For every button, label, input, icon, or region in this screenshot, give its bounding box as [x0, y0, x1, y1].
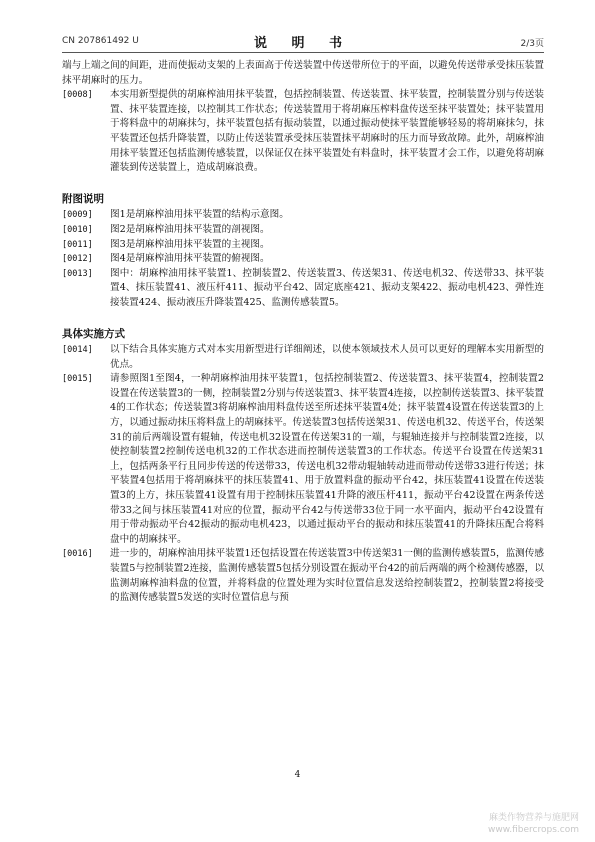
- paragraph-0016: [62, 547, 544, 605]
- document-body: [62, 59, 544, 606]
- section-heading-figures: 附图说明: [62, 192, 104, 205]
- paragraph-0012: [62, 252, 544, 267]
- paragraph-0011: [62, 238, 544, 253]
- paragraph-number: [0009]: [62, 210, 93, 221]
- patent-number: CN 207861492 U: [62, 36, 139, 46]
- paragraph-number: [0016]: [62, 549, 93, 560]
- paragraph-text: 图1是胡麻榨油用抹平装置的结构示意图。: [110, 209, 289, 221]
- paragraph-text: 图4是胡麻榨油用抹平装置的俯视图。: [110, 253, 270, 265]
- watermark-title: 麻类作物营养与施肥网: [488, 813, 579, 823]
- paragraph-number: [0014]: [62, 345, 93, 356]
- paragraph-text: 请参照图1至图4，一种胡麻榨油用抹平装置1，包括控制装置2、传送装置3、抹平装置4，控制装置2设置在传送装置3的一侧，控制装置2分别与传送装置3、抹平装置4连接，以控制传送装置3、抹平装置4的工作状态；传送装置3将胡麻榨油用料盘传送至所述抹平装置4处；抹平装置4设置在传送装置3的上方，以通过振动抹压将料盘上的胡麻抹平。传送装置3包括传送架31、传送电机32、传送平台，传送架31的前后两端设置有辊轴，传送电机32设置在传送架31的一端，与辊轴连接并与控制装置2连接，以使控制装置2控制传送电机32的工作状态进而控制传送装置3的工作状态。传送平台设置在传送架31上，包括两条平行且同步传送的传送带33，传送电机32带动辊轴转动进而带动传送带33进行传送；抹平装置4包括用于将胡麻抹平的抹压装置41、用于放置料盘的振动平台42，抹压装置41设置在传送装置3的上方，抹压装置41设置有用于控制抹压装置41升降的液压杆411，振动平台42设置在两条传送带33之间与抹压装置41对应的位置，振动平台42与传送带33位于同一水平面内，振动平台42设置有用于带动振动平台42振动的振动电机423，以通过振动平台的振动和抹压装置41的升降抹压配合将料盘中的胡麻抹平。: [110, 373, 544, 545]
- paragraph-text: 本实用新型提供的胡麻榨油用抹平装置，包括控制装置、传送装置、抹平装置，控制装置分别与传送装置、抹平装置连接，以控制其工作状态；传送装置用于将胡麻压榨料盘传送至抹平装置处；抹平装置用于将料盘中的胡麻抹匀，抹平装置包括有振动装置，以通过振动使抹平装置能够轻易的将胡麻抹匀，抹平装置还包括升降装置，以防止传送装置承受抹压装置抹平胡麻时的压力而导致故障。此外，胡麻榨油用抹平装置还包括监测传感装置，以保证仅在抹平装置处有料盘时，抹平装置才会工作，以避免将胡麻灌装到传送装置上，造成胡麻浪费。: [110, 89, 544, 174]
- document-section-title: 说 明 书: [253, 36, 353, 51]
- header-divider: [62, 52, 544, 53]
- paragraph-text: 图2是胡麻榨油用抹平装置的剖视图。: [110, 223, 270, 235]
- paragraph-number: [0010]: [62, 224, 93, 235]
- paragraph-0013: [62, 267, 544, 311]
- paragraph-0010: [62, 223, 544, 238]
- watermark-url: www.fibercrops.com: [488, 825, 579, 835]
- continued-paragraph: 端与上端之间的间距，进而使振动支架的上表面高于传送装置中传送带所位于的平面，以避免传送带承受抹压装置抹平胡麻时的压力。: [62, 60, 544, 86]
- paragraph-0014: [62, 343, 544, 372]
- paragraph-number: [0012]: [62, 254, 93, 265]
- paragraph-number: [0008]: [62, 90, 93, 101]
- paragraph-0015: [62, 372, 544, 547]
- watermark: [488, 812, 579, 836]
- paragraph-number: [0013]: [62, 268, 93, 279]
- paragraph-number: [0011]: [62, 239, 93, 250]
- paragraph-text: 进一步的，胡麻榨油用抹平装置1还包括设置在传送装置3中传送架31一侧的监测传感装置5，监测传感装置5与控制装置2连接，监测传感装置5包括分别设置在振动平台42的前后两端的两个检测传感器，以监测胡麻榨油料盘的位置，并将料盘的位置处理为实时位置信息发送给控制装置2，控制装置2将接受的监测传感装置5发送的实时位置信息与预: [110, 548, 544, 604]
- paragraph-0009: [62, 208, 544, 223]
- page-indicator: 2/3页: [520, 39, 544, 49]
- paragraph-number: [0015]: [62, 374, 93, 385]
- paragraph-0008: [62, 88, 544, 176]
- paragraph-text: 图3是胡麻榨油用抹平装置的主视图。: [110, 238, 270, 250]
- section-heading-embodiments: 具体实施方式: [62, 327, 125, 340]
- page-number: 4: [294, 770, 301, 780]
- paragraph-text: 图中：胡麻榨油用抹平装置1、控制装置2、传送装置3、传送架31、传送电机32、传送带33、抹平装置4、抹压装置41、液压杆411、振动平台42、固定底座421、振动支架422、振动电机423、弹性连接装置424、振动液压升降装置425、监测传感装置5。: [110, 267, 544, 308]
- paragraph-text: 以下结合具体实施方式对本实用新型进行详细阐述，以使本领域技术人员可以更好的理解本实用新型的优点。: [110, 344, 544, 370]
- page-header: [62, 30, 544, 51]
